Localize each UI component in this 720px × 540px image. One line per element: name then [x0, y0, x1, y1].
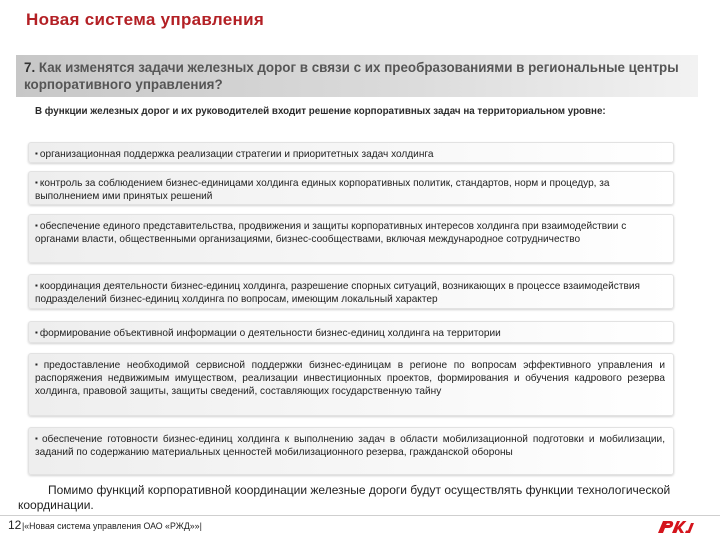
function-item-1 [28, 142, 674, 163]
page-number: 12 [8, 518, 22, 532]
function-item-3 [28, 214, 674, 263]
slide-title: Новая система управления [26, 10, 265, 29]
bullet-icon: ▪ [35, 360, 42, 369]
function-item-text: предоставление необходимой сервисной поддержки бизнес-единицам в регионе по вопросам эффективного управления и распоряжения недвижимым имуществом, реализации инвестиционных проектов, формирования и обучения кадрового резерва холдинга, правовой защиты, защиты сведений, составляющих государственную тайну [35, 360, 665, 398]
question-body: Как изменятся задачи железных дорог в связи с их преобразованиями в региональные центры корпоративного управления? [24, 60, 679, 92]
question-band [16, 55, 698, 97]
function-item-2 [28, 171, 674, 205]
function-item-text: координация деятельности бизнес-единиц холдинга, разрешение спорных ситуаций, возникающих в процессе взаимодействия подразделений бизнес-единиц холдинга по вопросам, имеющим локальный характер [35, 281, 640, 306]
function-item-text: обеспечение готовности бизнес-единиц холдинга к выполнению задач в области мобилизационной подготовки и мобилизации, заданий по содержанию материальных ценностей мобилизационного резерва, гражданской обороны [35, 434, 665, 459]
function-item-text: контроль за соблюдением бизнес-единицами холдинга единых корпоративных политик, стандартов, норм и процедур, за выполнением ими принятых решений [35, 178, 610, 203]
bullet-icon: ▪ [35, 434, 40, 443]
function-item-text: обеспечение единого представительства, продвижения и защиты корпоративных интересов холдинга при взаимодействии с органами власти, общественными организациями, бизнес-сообществами, включая международное сотрудничество [35, 221, 627, 246]
footer-label: |«Новая система управления ОАО «РЖД»»| [22, 521, 202, 531]
rzd-logo-icon [655, 516, 695, 538]
footer-divider [0, 515, 720, 516]
function-item-7 [28, 427, 674, 475]
bullet-icon: ▪ [35, 149, 38, 158]
function-item-5 [28, 321, 674, 343]
function-item-6 [28, 353, 674, 416]
function-item-text: организационная поддержка реализации стратегии и приоритетных задач холдинга [39, 149, 434, 160]
question-number: 7. [24, 60, 36, 75]
bullet-icon: ▪ [35, 178, 38, 187]
question-text [24, 59, 694, 93]
bullet-icon: ▪ [35, 328, 38, 337]
intro-text: В функции железных дорог и их руководителей входит решение корпоративных задач на территориальном уровне: [35, 106, 606, 117]
function-item-4 [28, 274, 674, 309]
bullet-icon: ▪ [35, 281, 38, 290]
function-item-text: формирование объективной информации о деятельности бизнес-единиц холдинга на территории [39, 328, 501, 339]
closing-text: Помимо функций корпоративной координации железные дороги будут осуществлять функции технологической координации. [18, 483, 671, 512]
bullet-icon: ▪ [35, 221, 38, 230]
